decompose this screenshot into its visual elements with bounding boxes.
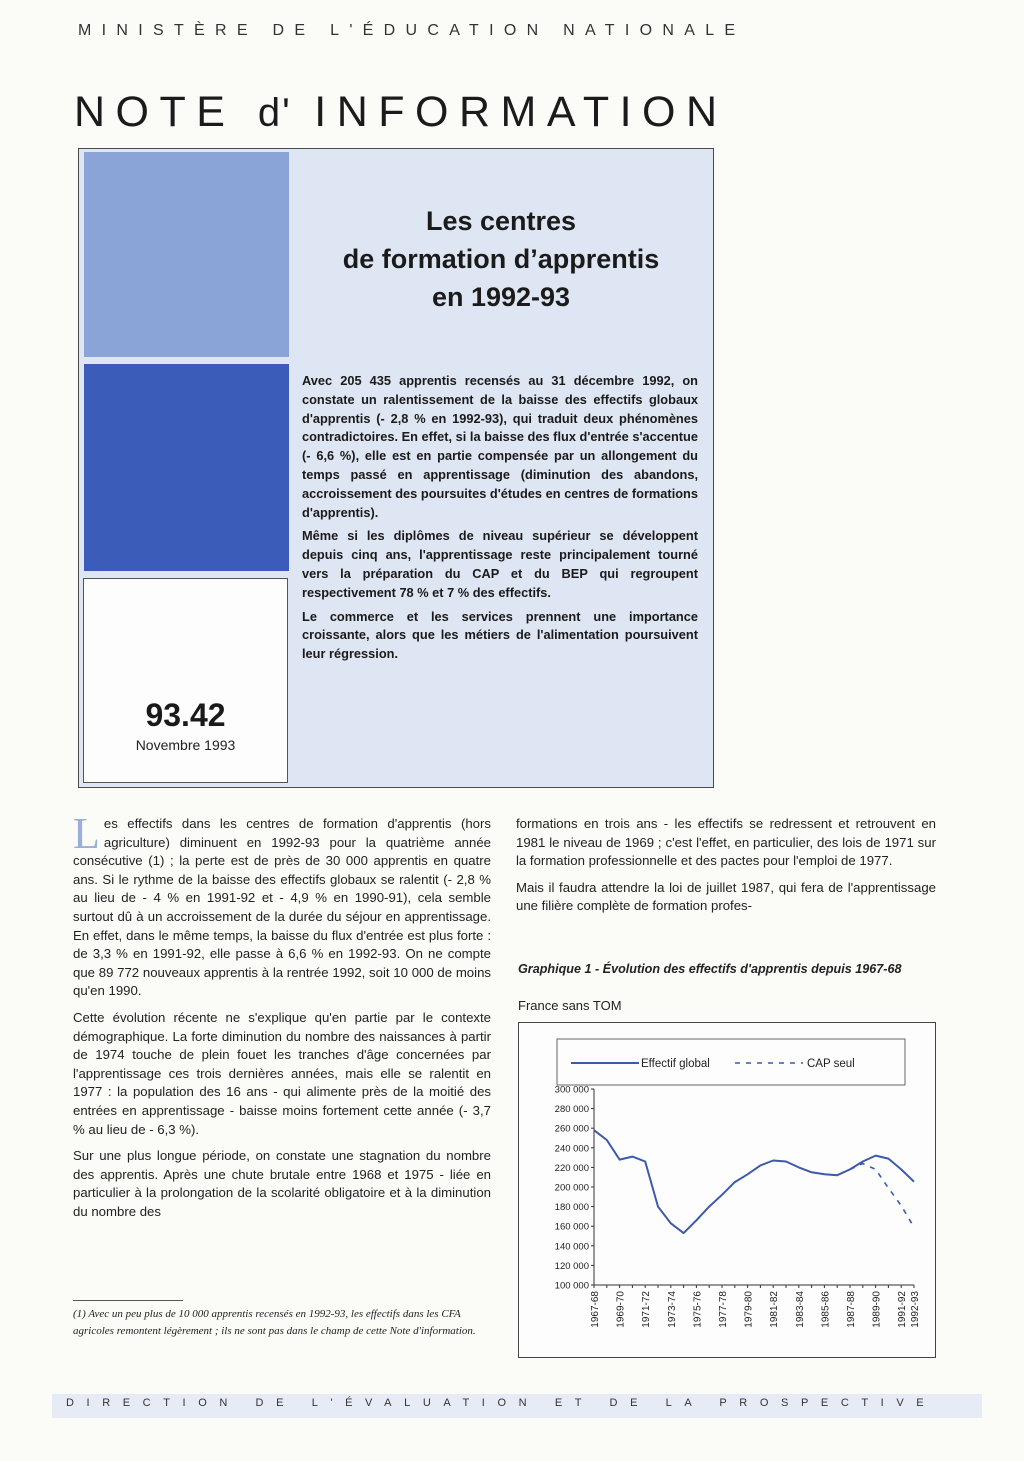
summary-paragraph: Même si les diplômes de niveau supérieur se développent depuis cinq ans, l'apprentissage reste principalement tourné vers la préparation du CAP et du BEP qui regroupent respectivement 78 % et 7 % des effectifs. [302,528,698,600]
x-tick-label: 1981-82 [769,1291,781,1328]
body-column-right [516,815,936,924]
y-tick-label: 300 000 [554,1084,589,1096]
decorative-block-dark [84,364,289,571]
y-tick-label: 240 000 [554,1143,589,1155]
body-paragraph: formations en trois ans - les effectifs se redressent et retrouvent en 1981 le niveau de 1969 ; c'est l'effet, en particulier, des lois de 1971 sur la formation professionnelle et des pactes pour l'emploi de 1977. [516,816,936,869]
y-tick-label: 140 000 [554,1241,589,1253]
x-tick-label: 1992-93 [910,1291,921,1328]
summary-paragraph: Avec 205 435 apprentis recensés au 31 décembre 1992, on constate un ralentissement de la baisse des effectifs globaux d'apprentis (- 2,8 % en 1992-93), qui traduit deux phénomènes contradictoires. En effet, si la baisse des flux d'entrée s'accentue (- 6,6 %), elle est en partie compensée par un allongement du temps passé en apprentissage (diminution des abandons, accroissement des poursuites d'études en centres de formations d'apprentis). [302,373,698,520]
y-tick-label: 220 000 [554,1162,589,1174]
issue-date: Novembre 1993 [135,737,236,753]
body-paragraph: Sur une plus longue période, on constate une stagnation du nombre des apprentis. Après une chute brutale entre 1968 et 1975 - liée en particulier à la prolongation de la scolarité obligatoire et à la diminution du nombre des [73,1148,491,1219]
y-tick-label: 120 000 [554,1260,589,1272]
ministry-header: MINISTÈRE DE L'ÉDUCATION NATIONALE [78,22,746,39]
footnote: (1) Avec un peu plus de 10 000 apprentis recensés en 1992-93, les effectifs dans les CFA agricoles remontent légèrement ; ils ne sont pas dans le champ de cette Note d'information. [73,1308,476,1337]
decorative-block-light [84,152,289,357]
headline [296,202,706,316]
legend-label-effectif-global: Effectif global [641,1058,710,1070]
body-text: es effectifs dans les centres de formation d'apprentis (hors agriculture) diminuent en 1992-93 pour la quatrième année consécutive (1) ; la perte est de près de 30 000 apprentis en quatre ans. Si le rythme de la baisse des effectifs globaux se ralentit (- 2,8 % au lieu de - 4 % en 1991-92 et - 4,9 % en 1990-91), cela semble surtout dû à un accroissement de la durée du séjour en apprentissage. En effet, dans le même temps, la baisse du flux d'entrée est plus forte : de 3,3 % en 1991-92, elle passe à 6,6 % en 1992-93. On ne compte que 89 772 nouveaux apprentis à la rentrée 1992, soit 10 000 de moins qu'en 1990. [73,816,491,999]
x-tick-label: 1967-68 [590,1291,601,1328]
x-tick-label: 1971-72 [641,1291,653,1328]
body-paragraph: Cette évolution récente ne s'explique qu'en partie par le contexte démographique. La forte diminution du nombre des naissances à partir de 1974 touche de plein fouet les tranches d'âge concernées par l'apprentissage ces trois dernières années, mais elle se ralentit en 1977 : la population des 16 ans - qui alimente près de la moitié des entrées en apprentissage - baisse moins fortement cette année (- 3,7 % au lieu de - 6,3 %). [73,1009,491,1137]
title-part-d: d' [257,91,292,135]
title-part-information: INFORMATION [291,88,728,136]
y-tick-label: 200 000 [554,1182,589,1194]
y-tick-label: 260 000 [554,1123,589,1135]
y-tick-label: 280 000 [554,1104,589,1116]
issue-number: 93.42 [145,697,226,733]
x-tick-label: 1973-74 [666,1291,678,1328]
headline-line: Les centres [425,206,577,236]
publication-title [74,88,728,137]
footnote-divider [73,1300,183,1301]
summary [302,372,698,669]
graph-subtitle: France sans TOM [518,998,622,1013]
body-paragraph: Mais il faudra attendre la loi de juillet 1987, qui fera de l'apprentissage une filière complète de formation profes- [516,879,936,914]
x-tick-label: 1983-84 [794,1291,806,1328]
legend-label-cap-seul: CAP seul [807,1058,855,1070]
x-tick-label: 1975-76 [692,1291,704,1328]
x-tick-label: 1987-88 [846,1291,857,1328]
drop-cap: L [73,809,100,858]
x-tick-label: 1979-80 [743,1291,755,1328]
issue-box [83,578,288,783]
title-part-note: NOTE [74,88,258,136]
summary-paragraph: Le commerce et les services prennent une importance croissante, alors que les métiers de l'alimentation poursuivent leur régression. [302,608,698,662]
y-tick-label: 160 000 [554,1221,589,1233]
x-tick-label: 1985-86 [820,1291,832,1328]
footer-text: DIRECTION DE L'ÉVALUATION ET DE LA PROSPECTIVE [66,1397,937,1409]
y-tick-label: 180 000 [554,1202,589,1214]
y-tick-label: 100 000 [554,1280,589,1292]
x-tick-label: 1969-70 [615,1291,627,1328]
chart-frame [518,1022,936,1358]
x-tick-label: 1989-90 [871,1291,883,1328]
series-line-effectif-global [594,1130,914,1233]
line-chart [519,1023,935,1357]
headline-line: en 1992-93 [431,282,571,312]
graph-title: Graphique 1 - Évolution des effectifs d'apprentis depuis 1967-68 [518,962,902,976]
body-column-left [73,809,491,1229]
x-tick-label: 1991-92 [897,1291,909,1328]
body-paragraph [73,809,491,1001]
x-tick-label: 1977-78 [718,1291,729,1328]
headline-line: de formation d’apprentis [342,244,660,274]
